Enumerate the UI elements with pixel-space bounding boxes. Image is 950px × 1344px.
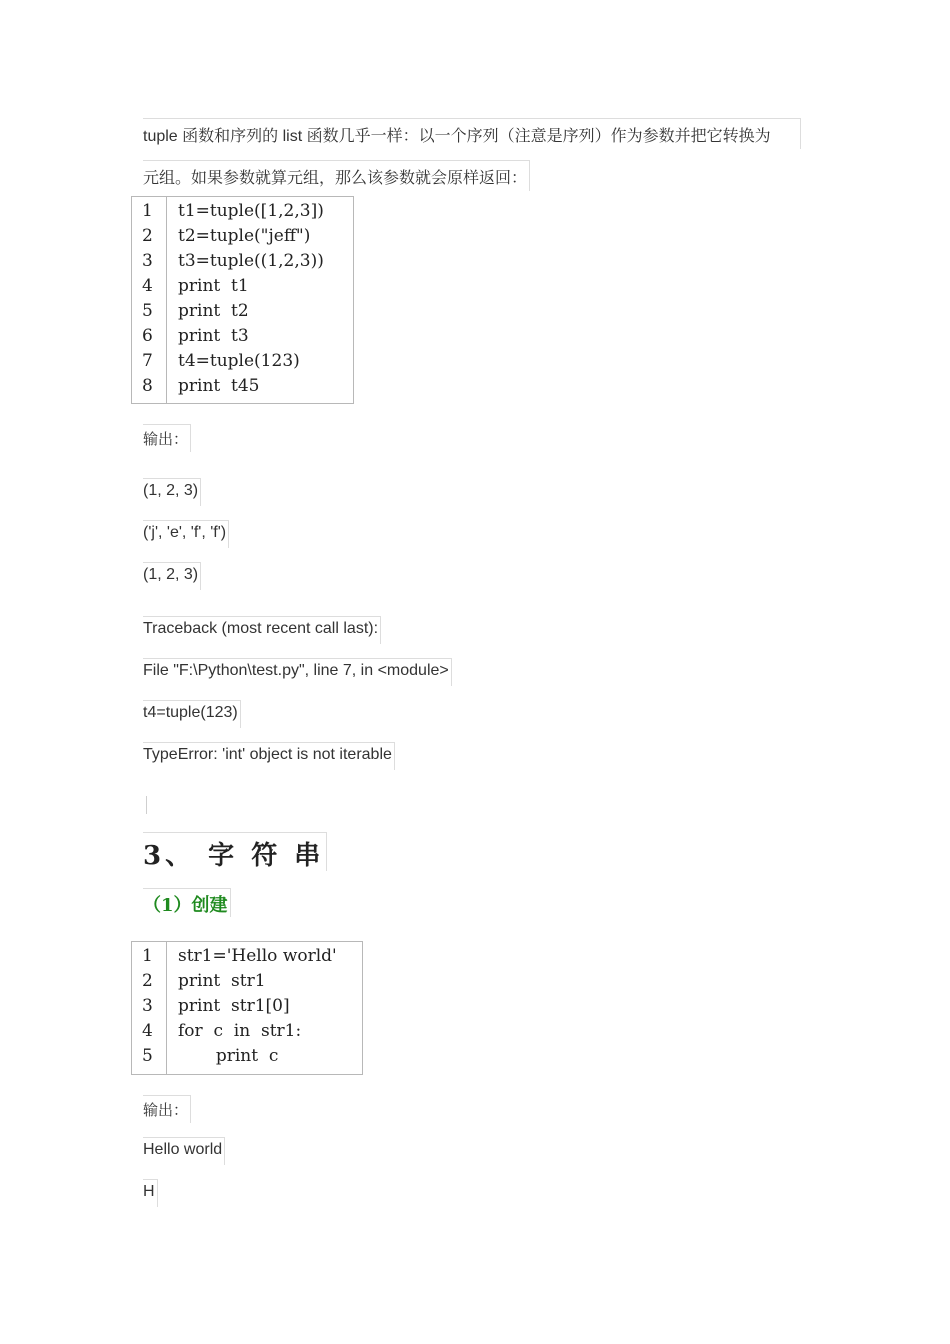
code-text: t1=tuple([1,2,3])	[178, 201, 324, 221]
code-line	[132, 276, 353, 301]
line-number: 6	[142, 326, 153, 346]
output-label: 输出：	[143, 1095, 191, 1123]
line-number: 1	[142, 201, 153, 221]
intro-line-1: tuple 函数和序列的 list 函数几乎一样：以一个序列（注意是序列）作为参数并把它转换为	[143, 118, 801, 149]
output-line: (1, 2, 3)	[143, 562, 201, 590]
code-line	[132, 251, 353, 276]
code-line	[132, 201, 353, 226]
subsection-heading: （1）创建	[143, 888, 231, 917]
code-line	[132, 376, 353, 401]
code-line	[132, 226, 353, 251]
line-number: 3	[142, 251, 153, 271]
code-text: t3=tuple((1,2,3))	[178, 251, 324, 271]
line-number: 2	[142, 971, 153, 991]
code-text: for c in str1:	[178, 1021, 302, 1041]
code-text: print t1	[178, 276, 249, 296]
code-line	[132, 1046, 362, 1071]
code-text: print t45	[178, 376, 260, 396]
code-text: t4=tuple(123)	[178, 351, 300, 371]
code-text: print str1[0]	[178, 996, 290, 1016]
output-line: (1, 2, 3)	[143, 478, 201, 506]
code-text: str1='Hello world'	[178, 946, 337, 966]
code-line	[132, 1021, 362, 1046]
code-block-2	[131, 941, 363, 1075]
line-number: 4	[142, 276, 153, 296]
line-number: 2	[142, 226, 153, 246]
line-number: 8	[142, 376, 153, 396]
output-line: Hello world	[143, 1137, 225, 1165]
line-number: 5	[142, 301, 153, 321]
output-line: t4=tuple(123)	[143, 700, 241, 728]
code-text: print t2	[178, 301, 249, 321]
code-line	[132, 996, 362, 1021]
code-text: print c	[178, 1046, 279, 1066]
code-line	[132, 301, 353, 326]
line-number: 7	[142, 351, 153, 371]
line-number: 5	[142, 1046, 153, 1066]
code-line	[132, 946, 362, 971]
empty-paragraph-marker	[146, 796, 147, 814]
output-line: ('j', 'e', 'f', 'f')	[143, 520, 229, 548]
code-block-1	[131, 196, 354, 404]
code-text: print t3	[178, 326, 249, 346]
output-line: File "F:\Python\test.py", line 7, in <module>	[143, 658, 452, 686]
line-number: 3	[142, 996, 153, 1016]
code-text: print str1	[178, 971, 266, 991]
output-line: Traceback (most recent call last):	[143, 616, 381, 644]
output-label: 输出：	[143, 424, 191, 452]
intro-line-2: 元组。如果参数就算元组，那么该参数就会原样返回：	[143, 160, 530, 191]
output-line: H	[143, 1179, 158, 1207]
code-line	[132, 351, 353, 376]
code-line	[132, 971, 362, 996]
line-number: 1	[142, 946, 153, 966]
code-line	[132, 326, 353, 351]
output-line: TypeError: 'int' object is not iterable	[143, 742, 395, 770]
code-text: t2=tuple("jeff")	[178, 226, 311, 246]
section-heading: 3、 字 符 串	[143, 832, 327, 871]
line-number: 4	[142, 1021, 153, 1041]
